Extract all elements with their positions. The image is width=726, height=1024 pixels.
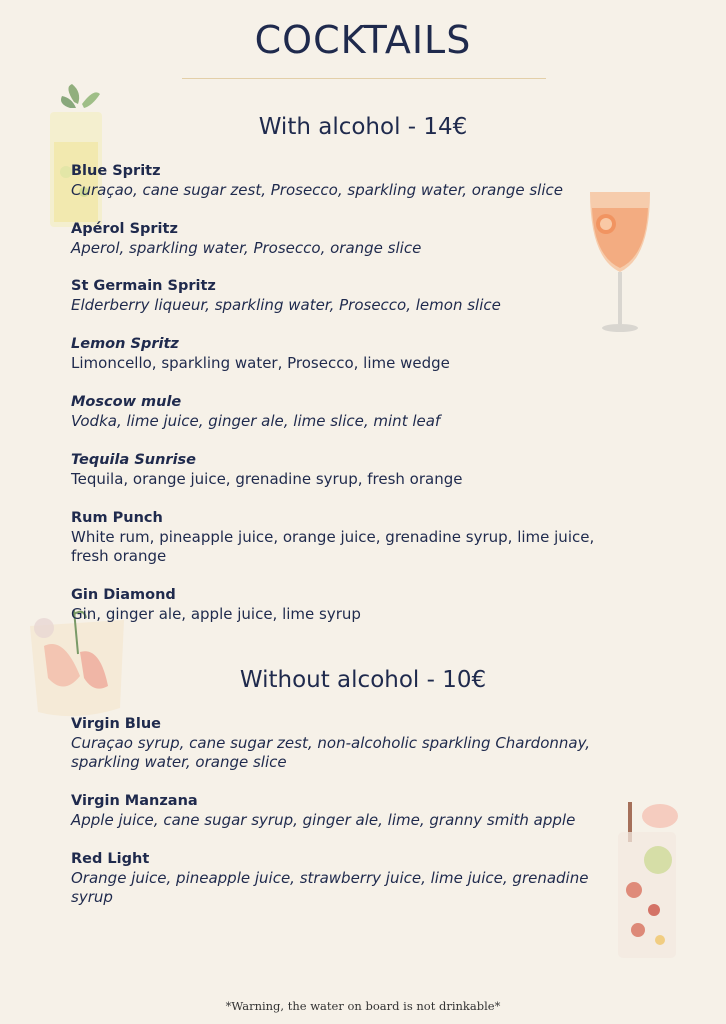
menu-item — [71, 509, 631, 566]
item-description: White rum, pineapple juice, orange juice, grenadine syrup, lime juice, fresh orange — [71, 528, 595, 565]
footer-warning: *Warning, the water on board is not drinkable* — [225, 999, 501, 1013]
item-description: Vodka, lime juice, ginger ale, lime slice, mint leaf — [71, 412, 441, 430]
menu-item — [71, 162, 631, 200]
item-name: Red Light — [71, 851, 150, 867]
menu-item — [71, 393, 631, 431]
section-title-without-alcohol: Without alcohol - 10€ — [239, 667, 487, 693]
menu-item — [71, 335, 631, 373]
item-name: Moscow mule — [71, 394, 182, 410]
item-name: Apérol Spritz — [71, 221, 178, 237]
item-description: Curaçao syrup, cane sugar zest, non-alcoholic sparkling Chardonnay, sparkling water, orange slice — [71, 734, 591, 771]
menu-item — [71, 451, 631, 489]
item-description: Limoncello, sparkling water, Prosecco, lime wedge — [71, 354, 450, 372]
item-description: Orange juice, pineapple juice, strawberry juice, lime juice, grenadine syrup — [71, 869, 589, 906]
item-description: Aperol, sparkling water, Prosecco, orange slice — [71, 239, 422, 257]
page-title: COCKTAILS — [254, 18, 472, 62]
item-description: Gin, ginger ale, apple juice, lime syrup — [71, 605, 361, 623]
menu-item — [71, 850, 631, 907]
menu-item — [71, 277, 631, 315]
item-name: Lemon Spritz — [71, 336, 179, 352]
section-title-with-alcohol: With alcohol - 14€ — [258, 114, 468, 140]
item-description: Apple juice, cane sugar syrup, ginger ale, lime, granny smith apple — [71, 811, 576, 829]
item-name: Virgin Blue — [71, 716, 161, 732]
item-name: Gin Diamond — [71, 587, 176, 603]
item-name: Blue Spritz — [71, 163, 161, 179]
menu-item — [71, 586, 631, 624]
item-name: St Germain Spritz — [71, 278, 216, 294]
mojito-illustration — [44, 82, 114, 232]
menu-item — [71, 220, 631, 258]
spritz-glass-illustration — [584, 188, 656, 338]
menu-item — [71, 792, 631, 830]
item-description: Elderberry liqueur, sparkling water, Prosecco, lemon slice — [71, 296, 501, 314]
menu-item — [71, 715, 631, 772]
item-description: Curaçao, cane sugar zest, Prosecco, sparkling water, orange slice — [71, 181, 563, 199]
item-name: Tequila Sunrise — [71, 452, 197, 468]
item-description: Tequila, orange juice, grenadine syrup, fresh orange — [71, 470, 463, 488]
title-divider — [182, 78, 546, 79]
item-name: Virgin Manzana — [71, 793, 198, 809]
item-name: Rum Punch — [71, 510, 163, 526]
